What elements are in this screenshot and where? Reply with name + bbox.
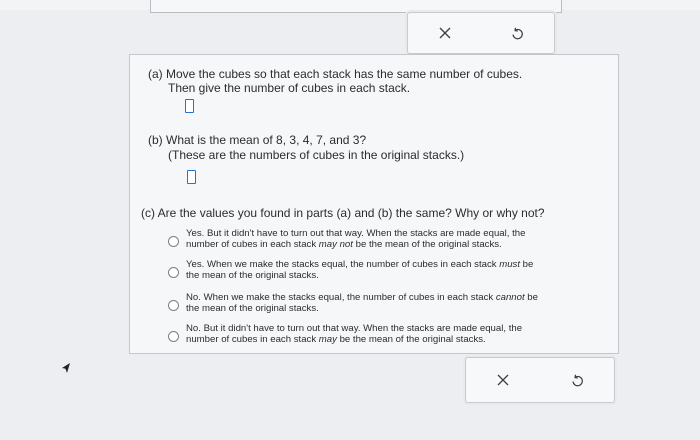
mouse-pointer-icon <box>61 362 71 374</box>
x-icon <box>497 374 509 386</box>
option-text: No. But it didn't have to turn out that way. When the stacks are made equal, the number of cubes in each stack may be the mean of the original stacks. <box>186 323 523 345</box>
question-a-line2: Then give the number of cubes in each stack. <box>168 81 411 95</box>
answer-a-input[interactable] <box>185 99 194 113</box>
radio-button[interactable] <box>168 267 179 278</box>
option-text: Yes. When we make the stacks equal, the number of cubes in each stack must be the mean of the original stacks. <box>186 259 534 281</box>
top-toolbar <box>407 12 555 54</box>
radio-button[interactable] <box>168 300 179 311</box>
option-no-may[interactable] <box>168 323 608 353</box>
undo-icon <box>511 27 524 40</box>
answer-b-input[interactable] <box>187 170 196 184</box>
question-b-line2: (These are the numbers of cubes in the original stacks.) <box>168 148 465 162</box>
question-c-prompt: (c) Are the values you found in parts (a) and (b) the same? Why or why not? <box>141 206 545 220</box>
option-text: Yes. But it didn't have to turn out that way. When the stacks are made equal, the number of cubes in each stack may not be the mean of the original stacks. <box>186 228 526 250</box>
question-panel <box>129 54 619 354</box>
bottom-toolbar <box>465 357 615 403</box>
option-no-cannot[interactable] <box>168 292 608 322</box>
reset-button[interactable] <box>498 16 538 50</box>
reset-button[interactable] <box>557 363 597 397</box>
option-yes-may-not[interactable] <box>168 228 608 258</box>
radio-button[interactable] <box>168 236 179 247</box>
question-b-line1: (b) What is the mean of 8, 3, 4, 7, and 3? <box>148 133 367 147</box>
question-a-line1: (a) Move the cubes so that each stack has the same number of cubes. <box>148 67 523 81</box>
option-text: No. When we make the stacks equal, the number of cubes in each stack cannot be the mean of the original stacks. <box>186 292 538 314</box>
close-button[interactable] <box>425 16 465 50</box>
radio-button[interactable] <box>168 331 179 342</box>
option-yes-must[interactable] <box>168 259 608 289</box>
x-icon <box>439 27 451 39</box>
close-button[interactable] <box>483 363 523 397</box>
undo-icon <box>571 374 584 387</box>
